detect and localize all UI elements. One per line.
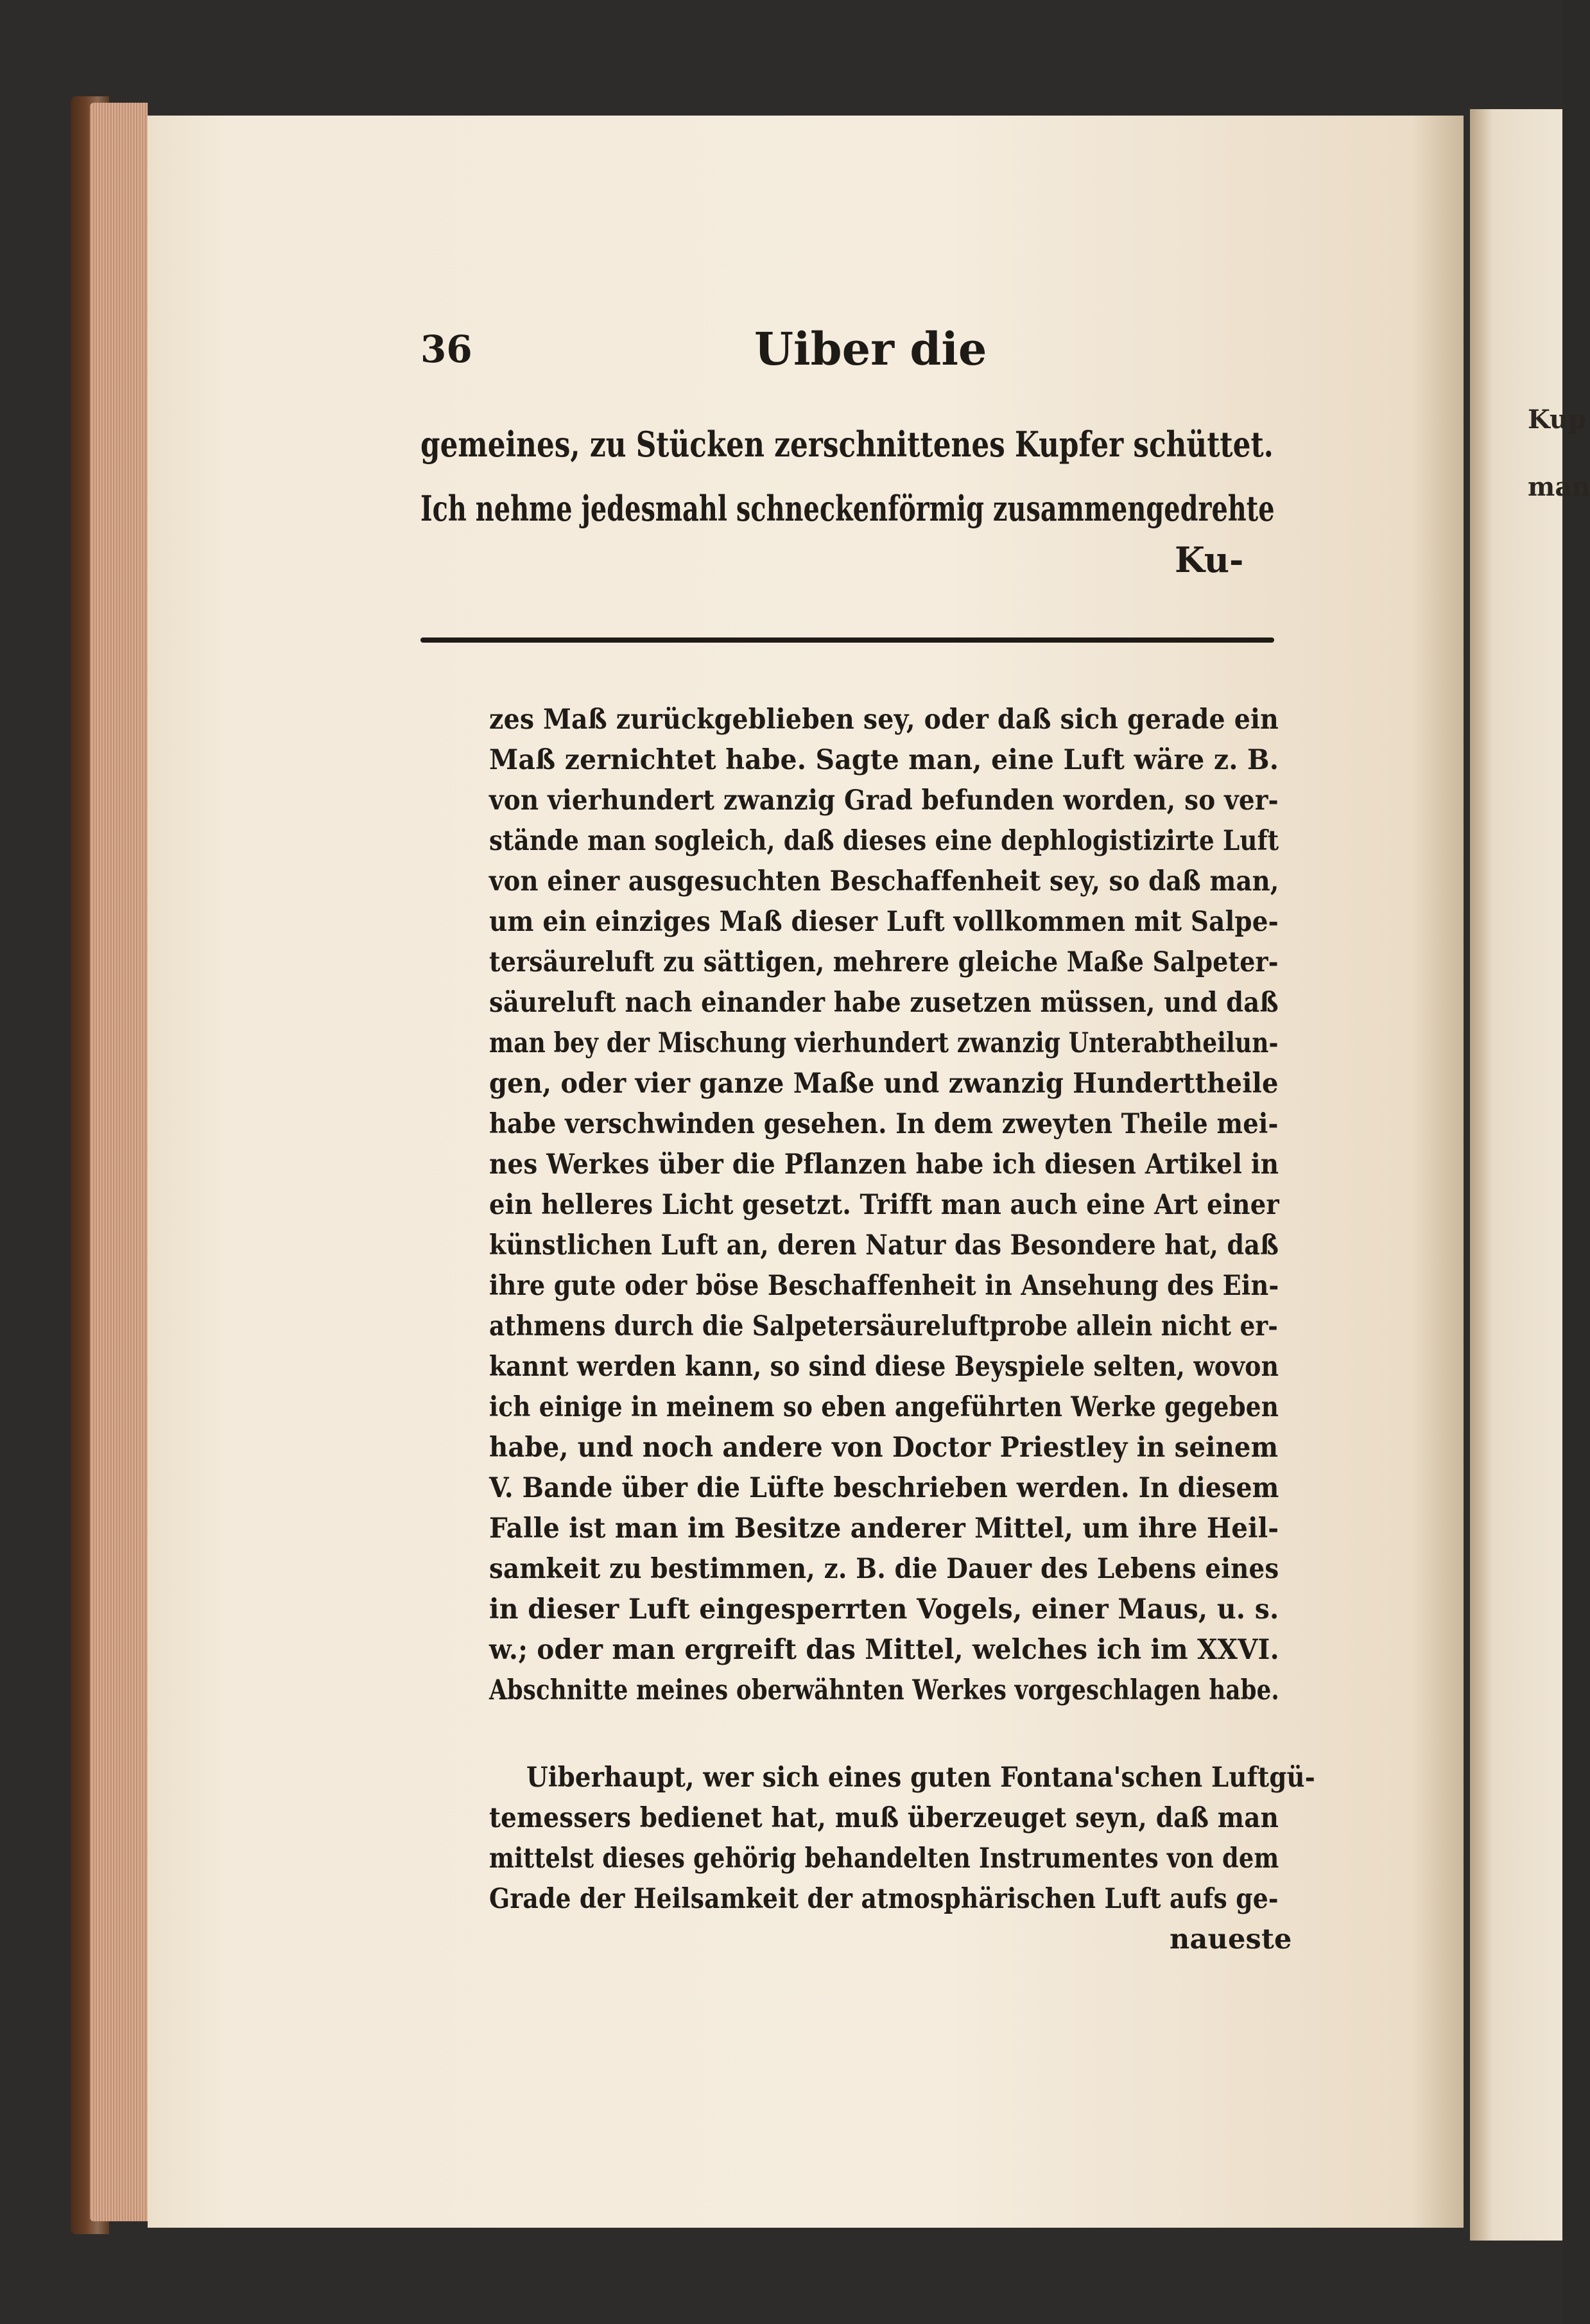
text-line: tersäureluft zu sättigen, mehrere gleiche Maße Salpeter- [489,946,1279,978]
text-line: mittelst dieses gehörig behandelten Instrumentes von dem [489,1843,1279,1875]
text-line: um ein einziges Maß dieser Luft vollkommen mit Salpe- [489,906,1279,938]
text-line: Maß zernichtet habe. Sagte man, eine Luft wäre z. B. [489,744,1279,776]
text-line: von einer ausgesuchten Beschaffenheit sey, so daß man, [489,865,1279,898]
text-line: von vierhundert zwanzig Grad befunden worden, so ver- [489,785,1279,817]
text-line: ihre gute oder böse Beschaffenheit in Ansehung des Ein- [489,1270,1279,1302]
text-line: gemeines, zu Stücken zerschnittenes Kupfer schüttet. [420,424,1274,465]
text-line: man bey der Mischung vierhundert zwanzig Unterabtheilun- [489,1027,1279,1059]
text-line: w.; oder man ergreift das Mittel, welches ich im XXVI. [489,1634,1279,1666]
page-number: 36 [420,327,472,371]
text-line: Falle ist man im Besitze anderer Mittel, um ihre Heil- [489,1513,1279,1545]
text-line: Ich nehme jedesmahl schneckenförmig zusammengedrehte [420,488,1275,529]
facing-page-line: man [1528,472,1590,502]
text-line: ein helleres Licht gesetzt. Trifft man auch eine Art einer [489,1189,1279,1221]
text-line: Uiberhaupt, wer sich eines guten Fontana'schen Luftgü- [526,1762,1316,1794]
text-line: athmens durch die Salpetersäureluftprobe allein nicht er- [489,1310,1279,1342]
catchword: Ku- [1175,539,1244,580]
text-line: stände man sogleich, daß dieses eine dephlogistizirte Luft [489,825,1279,857]
text-line: Abschnitte meines oberwähnten Werkes vorgeschlagen habe. [489,1674,1279,1706]
text-line: Grade der Heilsamkeit der atmosphärischen Luft aufs ge- [489,1883,1279,1915]
catchword: naueste [1170,1923,1292,1955]
text-line: säureluft nach einander habe zusetzen müssen, und daß [489,987,1279,1019]
text-line: gen, oder vier ganze Maße und zwanzig Hunderttheile [489,1068,1279,1100]
page-header [420,322,1274,392]
text-line: habe, und noch andere von Doctor Priestley in seinem [489,1432,1279,1464]
text-line: ich einige in meinem so eben angeführten Werke gegeben [489,1391,1279,1423]
page-stack-edge [90,103,148,2221]
running-title: Uiber die [754,322,987,376]
text-line: habe verschwinden gesehen. In dem zweyten Theile mei- [489,1108,1279,1140]
text-line: kannt werden kann, so sind diese Beyspiele selten, wovon [489,1351,1279,1383]
text-line: in dieser Luft eingesperrten Vogels, einer Maus, u. s. [489,1593,1279,1626]
text-line: künstlichen Luft an, deren Natur das Besondere hat, daß [489,1229,1279,1262]
text-line: V. Bande über die Lüfte beschrieben werden. In diesem [489,1472,1279,1504]
text-line: samkeit zu bestimmen, z. B. die Dauer des Lebens eines [489,1553,1279,1585]
facing-page-line: Kup [1528,404,1586,435]
text-line: temessers bedienet hat, muß überzeuget seyn, daß man [489,1802,1279,1834]
text-line: nes Werkes über die Pflanzen habe ich diesen Artikel in [489,1149,1279,1181]
footnote-rule [420,637,1274,643]
text-line: zes Maß zurückgeblieben sey, oder daß sich gerade ein [489,704,1279,736]
